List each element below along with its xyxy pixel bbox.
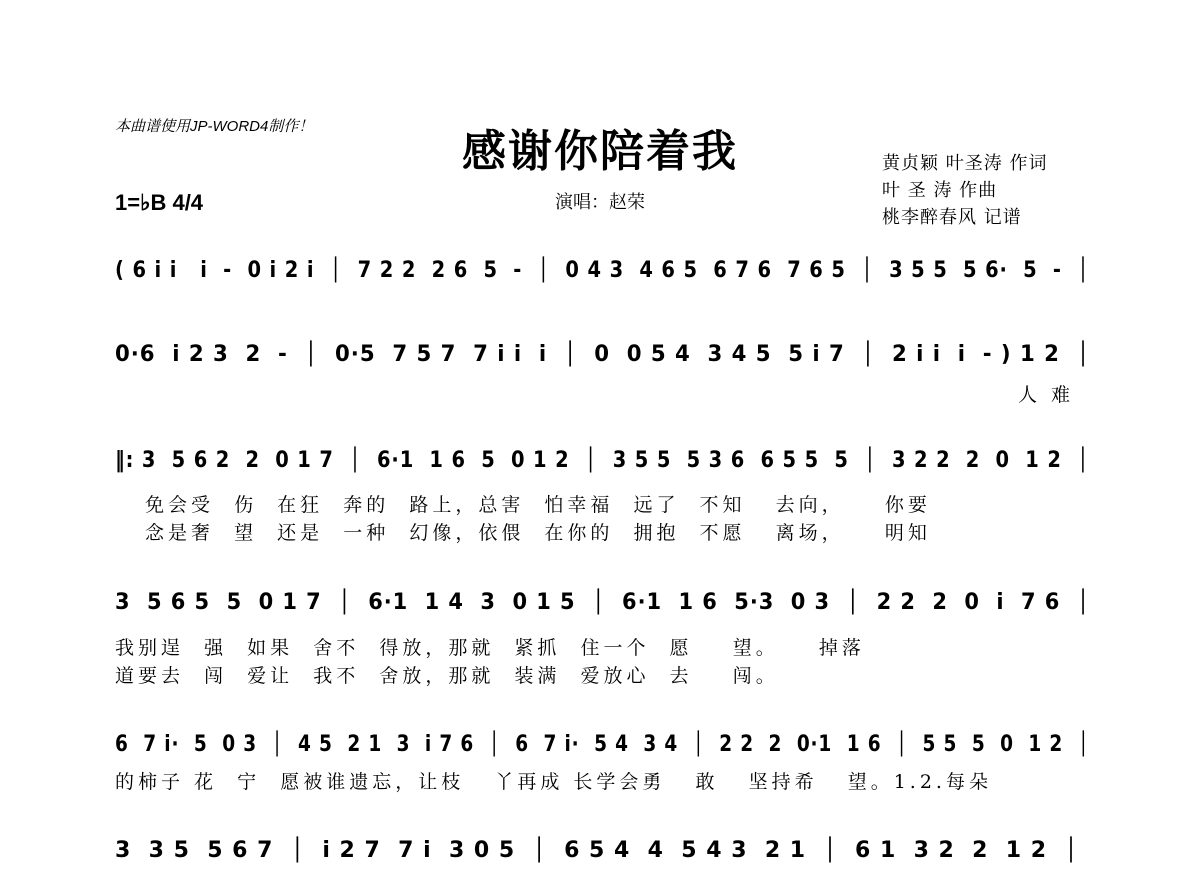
notation-line-5: 6 7 i· 5 0 3 │ 4 5 2 1 3 i 7 6 │ 6 7 i· 5 4 3 4 │ 2 2 2 0·1 1 6 │ 5 5 5 0 1 2 │ [115,732,1090,757]
composer-credit: 叶 圣 涛 作曲 [882,180,998,201]
notation-line-4: 3 5 6 5 5 0 1 7 │ 6·1 1 4 3 0 1 5 │ 6·1 1 6 5·3 0 3 │ 2 2 2 0 i 7 6 │ [115,590,1091,615]
lyric-line-4a: 我别逞 强 如果 舍不 得放，那就 紧抓 住一个 愿 望。 掉落 [115,637,865,659]
notation-line-1: ( 6 i i i - 0 i 2 i │ 7 2 2 2 6 5 - │ 0 4 3 4 6 5 6 7 6 7 6 5 │ 3 5 5 5 6· 5 - │ [115,258,1090,283]
lyric-line-2: 人 难 [1018,384,1075,406]
lyric-line-4b: 道要去 闯 爱让 我不 舍放，那就 装满 爱放心 去 闯。 [115,665,779,687]
score-line-2 [115,342,1090,376]
author-block [882,150,1047,231]
score-line-1 [115,258,1090,292]
lyric-line-5: 的柿子 花 宁 愿被谁遗忘，让枝 丫再成 长学会勇 敢 坚持希 望。1.2.每朵 [115,771,992,793]
software-credit: 本曲谱使用JP-WORD4制作！ [115,118,314,135]
notation-line-6: 3 3 5 5 6 7 │ i 2 7 7 i 3 0 5 │ 6 5 4 4 5 4 3 2 1 │ 6 1 3 2 2 1 2 │ [115,838,1079,863]
lyric-line-3b: 念是奢 望 还是 一种 幻像，依偎 在你的 拥抱 不愿 离场， 明知 [145,522,931,544]
score-line-4 [115,590,1090,624]
lyric-line-3a: 免会受 伤 在狂 奔的 路上，总害 怕幸福 远了 不知 去向， 你要 [145,494,931,516]
notation-line-2: 0·6 i 2 3 2 - │ 0·5 7 5 7 7 i i i │ 0 0 5 4 3 4 5 5 i 7 │ 2 i i i - ) 1 2 │ [115,342,1091,367]
score-line-5 [115,732,1090,766]
key-signature: 1=♭B 4/4 [115,190,204,215]
lyricist-credit: 黄贞颖 叶圣涛 作词 [882,153,1048,174]
notation-line-3: ‖: 3 5 6 2 2 0 1 7 │ 6·1 1 6 5 0 1 2 │ 3 5 5 5 3 6 6 5 5 5 │ 3 2 2 2 0 1 2 │ [115,448,1090,473]
score-line-6 [115,838,1090,872]
score-line-3 [115,448,1090,482]
song-title: 感谢你陪着我 [462,126,738,177]
transcriber-credit: 桃李醉春风 记谱 [882,207,1022,228]
singer-credit: 演唱：赵荣 [555,192,645,213]
